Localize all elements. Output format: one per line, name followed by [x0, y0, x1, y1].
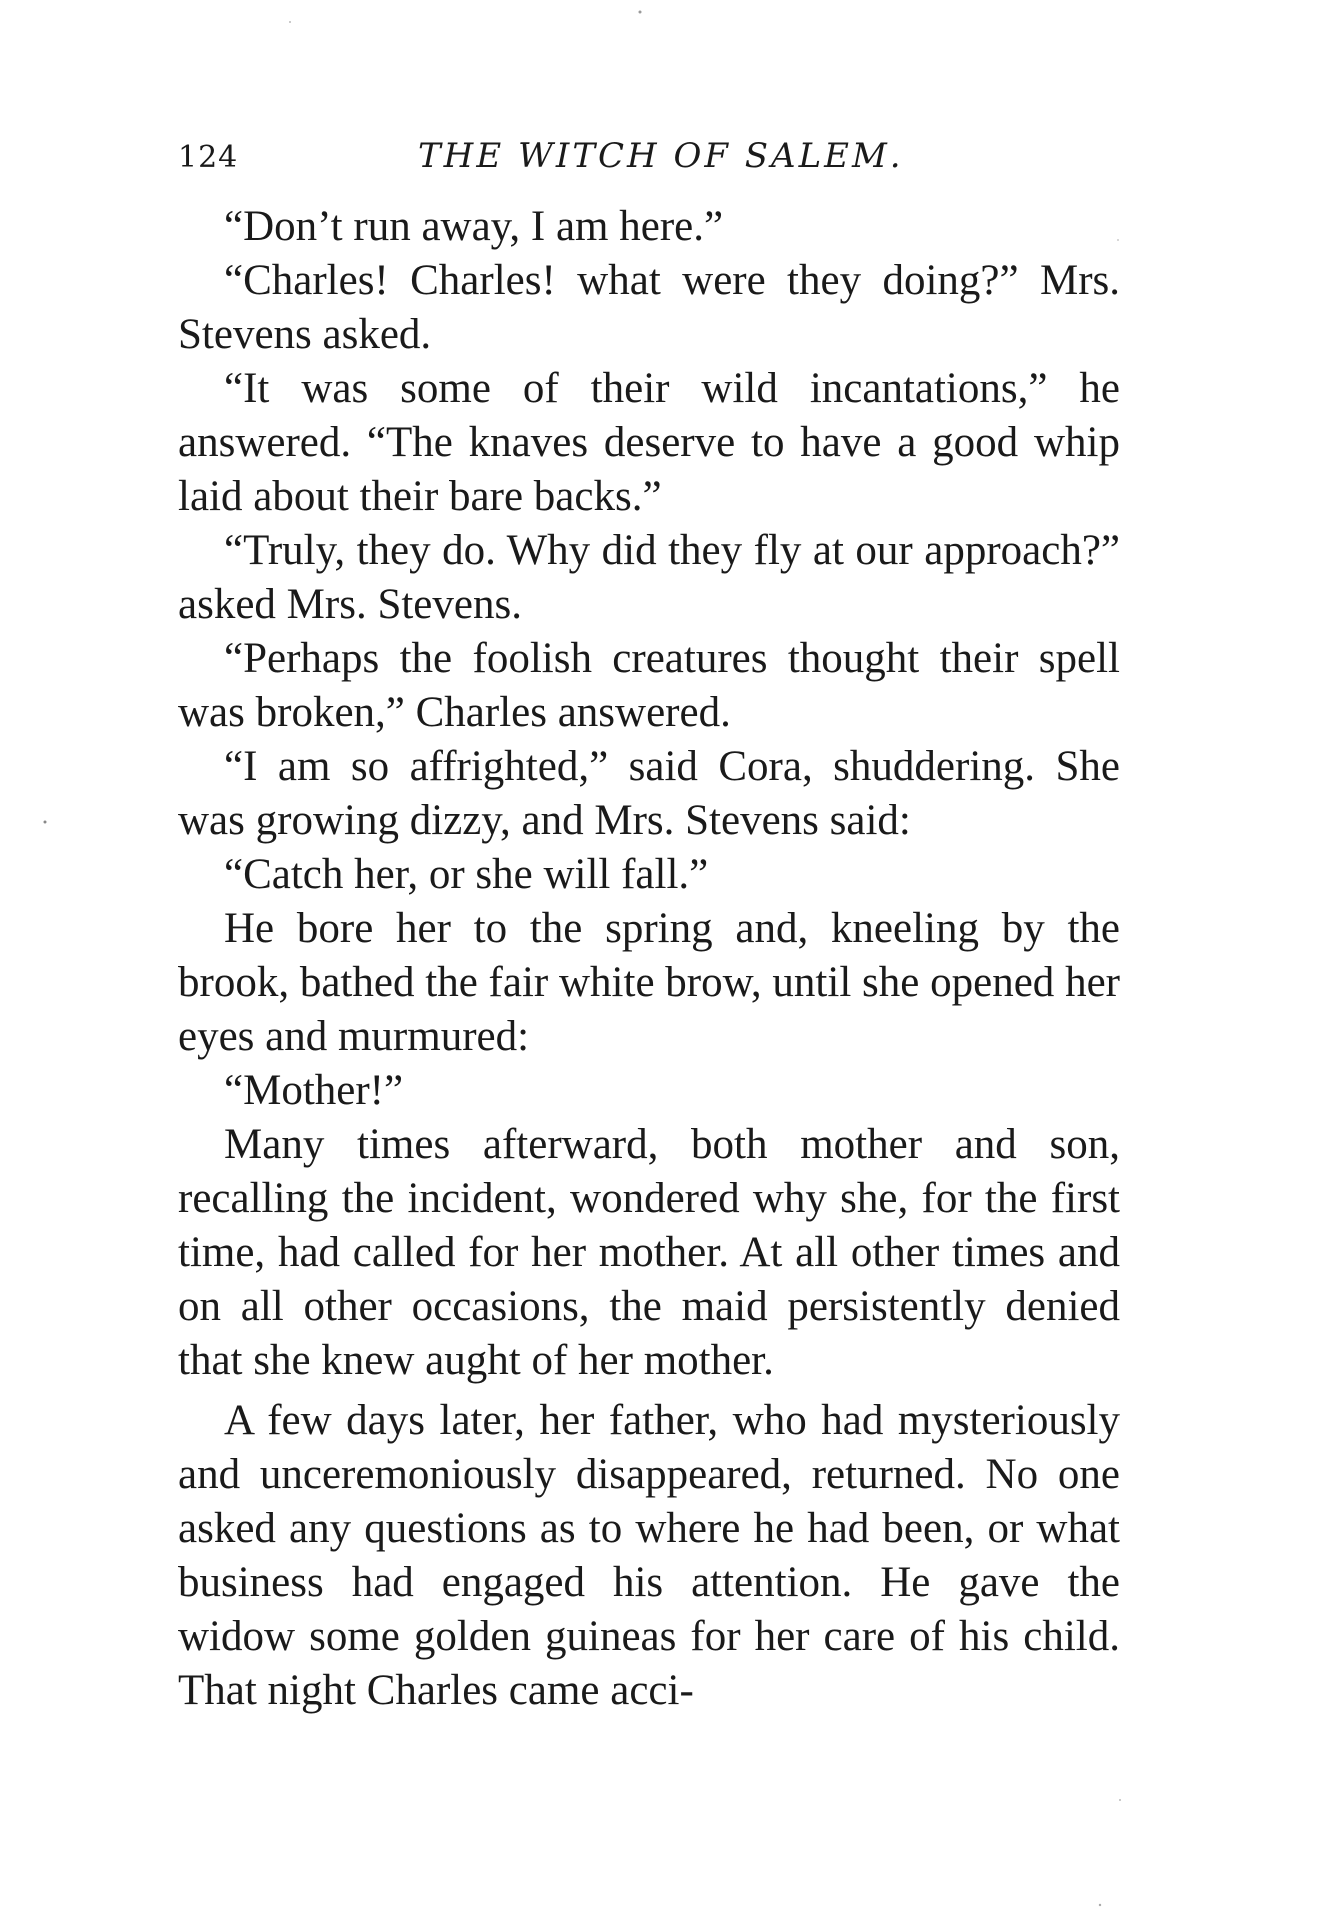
running-title: THE WITCH OF SALEM. — [418, 136, 904, 176]
paragraph: “Truly, they do. Why did they fly at our approach?” asked Mrs. Stevens. — [178, 527, 1120, 628]
paragraph: “I am so affrighted,” said Cora, shuddering. She was growing dizzy, and Mrs. Stevens said: — [178, 743, 1120, 844]
paragraph: “Catch her, or she will fall.” — [224, 851, 709, 898]
paragraph: “Mother!” — [224, 1067, 404, 1114]
paragraph: Many times afterward, both mother and son, recalling the incident, wondered why she, for the first time, had called for her mother. At all other times and on all other occasions, the maid persistently denied that she knew aught of her mother. — [178, 1121, 1120, 1384]
body-text — [178, 200, 1120, 1718]
paragraph: “Charles! Charles! what were they doing?” Mrs. Stevens asked. — [178, 257, 1120, 358]
page-number: 124 — [178, 140, 239, 175]
paragraph: “Don’t run away, I am here.” — [224, 203, 724, 250]
paragraph: “Perhaps the foolish creatures thought their spell was broken,” Charles answered. — [178, 635, 1120, 736]
paragraph: A few days later, her father, who had mysteriously and unceremoniously disappeared, returned. No one asked any questions as to where he had been, or what business had engaged his attention. He gave the widow some golden guineas for her care of his child. That night Charles came acci- — [178, 1397, 1120, 1714]
page-header — [178, 136, 1122, 186]
paragraph: “It was some of their wild incantations,” he answered. “The knaves deserve to have a good whip laid about their bare backs.” — [178, 365, 1120, 520]
paragraph: He bore her to the spring and, kneeling by the brook, bathed the fair white brow, until she opened her eyes and murmured: — [178, 905, 1120, 1060]
